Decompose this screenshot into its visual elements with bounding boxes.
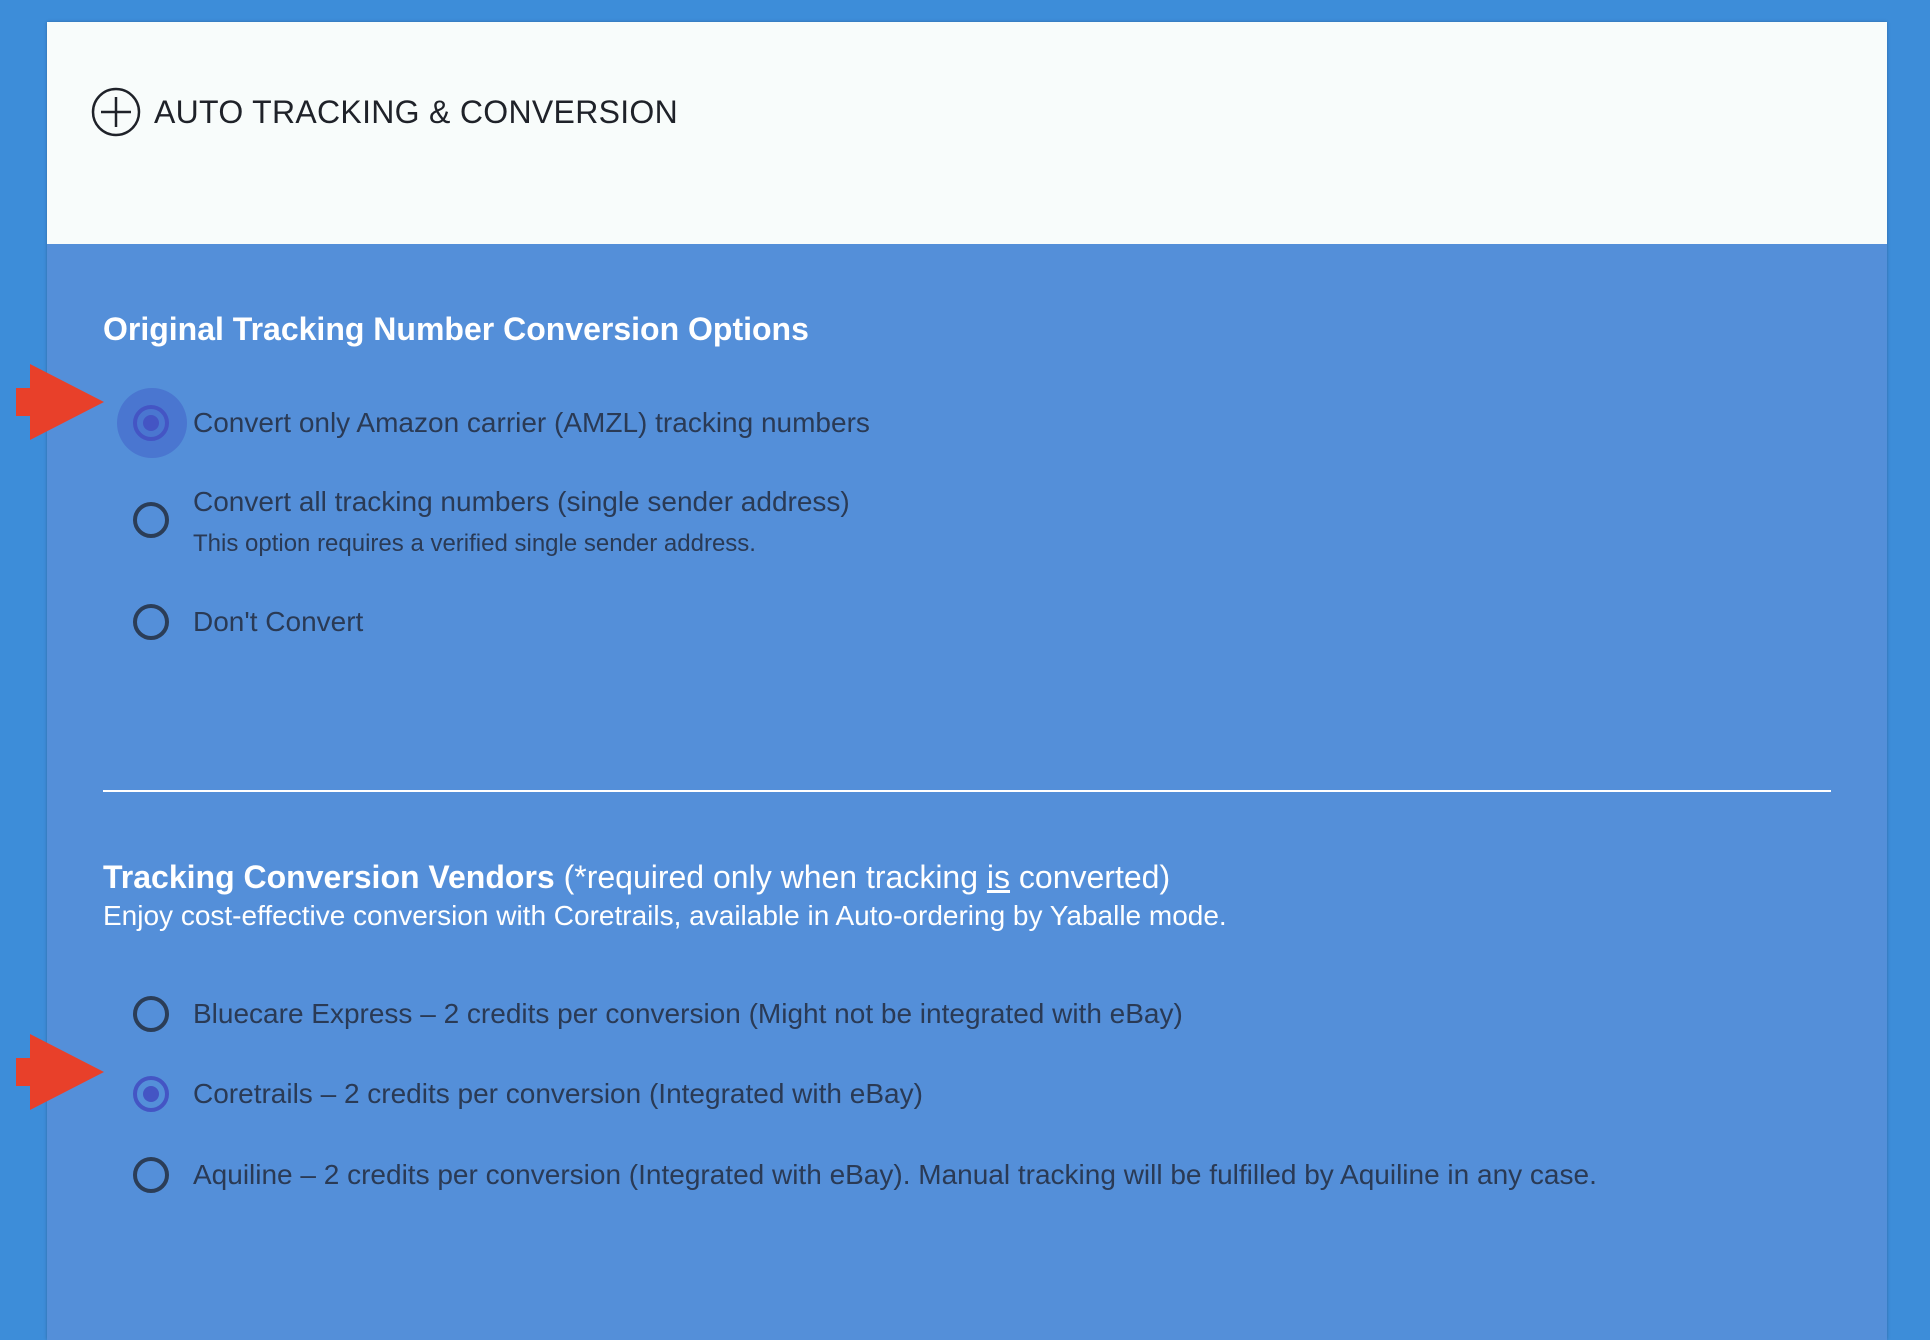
settings-card	[47, 22, 1887, 1340]
option-label: Don't Convert	[193, 606, 364, 637]
option-label: Coretrails – 2 credits per conversion (Integrated with eBay)	[193, 1078, 923, 1109]
radio-convert-all[interactable]	[133, 502, 169, 538]
vendors-title-pre: (*required only when tracking	[563, 859, 987, 895]
option-label: Convert only Amazon carrier (AMZL) tracking numbers	[193, 407, 870, 438]
vendors-intro: Enjoy cost-effective conversion with Coretrails, available in Auto-ordering by Yaballe mode.	[103, 900, 1227, 931]
vendors-title	[103, 856, 1170, 898]
option-label: Convert all tracking numbers (single sender address)	[193, 486, 850, 517]
option-label: Bluecare Express – 2 credits per conversion (Might not be integrated with eBay)	[193, 998, 1183, 1029]
radio-bluecare[interactable]	[133, 996, 169, 1032]
section-header-title: AUTO TRACKING & CONVERSION	[154, 94, 679, 130]
arrow-annotation-icon	[16, 364, 104, 440]
vendors-title-bold: Tracking Conversion Vendors	[103, 859, 555, 895]
vendors-title-post: converted)	[1010, 859, 1171, 895]
option-label: Aquiline – 2 credits per conversion (Integrated with eBay). Manual tracking will be fulfilled by Aquiline in any case.	[193, 1159, 1597, 1190]
plus-circle-icon[interactable]	[90, 86, 142, 138]
option-sublabel: This option requires a verified single sender address.	[193, 530, 756, 557]
arrow-annotation-icon	[16, 1034, 104, 1110]
section-divider	[103, 790, 1831, 792]
radio-dont-convert[interactable]	[133, 604, 169, 640]
vendors-title-underline: is	[986, 859, 1011, 895]
original-tracking-title: Original Tracking Number Conversion Options	[103, 311, 809, 347]
vendors-title-note	[564, 859, 1171, 895]
radio-aquiline[interactable]	[133, 1157, 169, 1193]
section-header[interactable]	[47, 22, 1887, 244]
radio-convert-amzl[interactable]	[133, 405, 169, 441]
radio-coretrails[interactable]	[133, 1076, 169, 1112]
